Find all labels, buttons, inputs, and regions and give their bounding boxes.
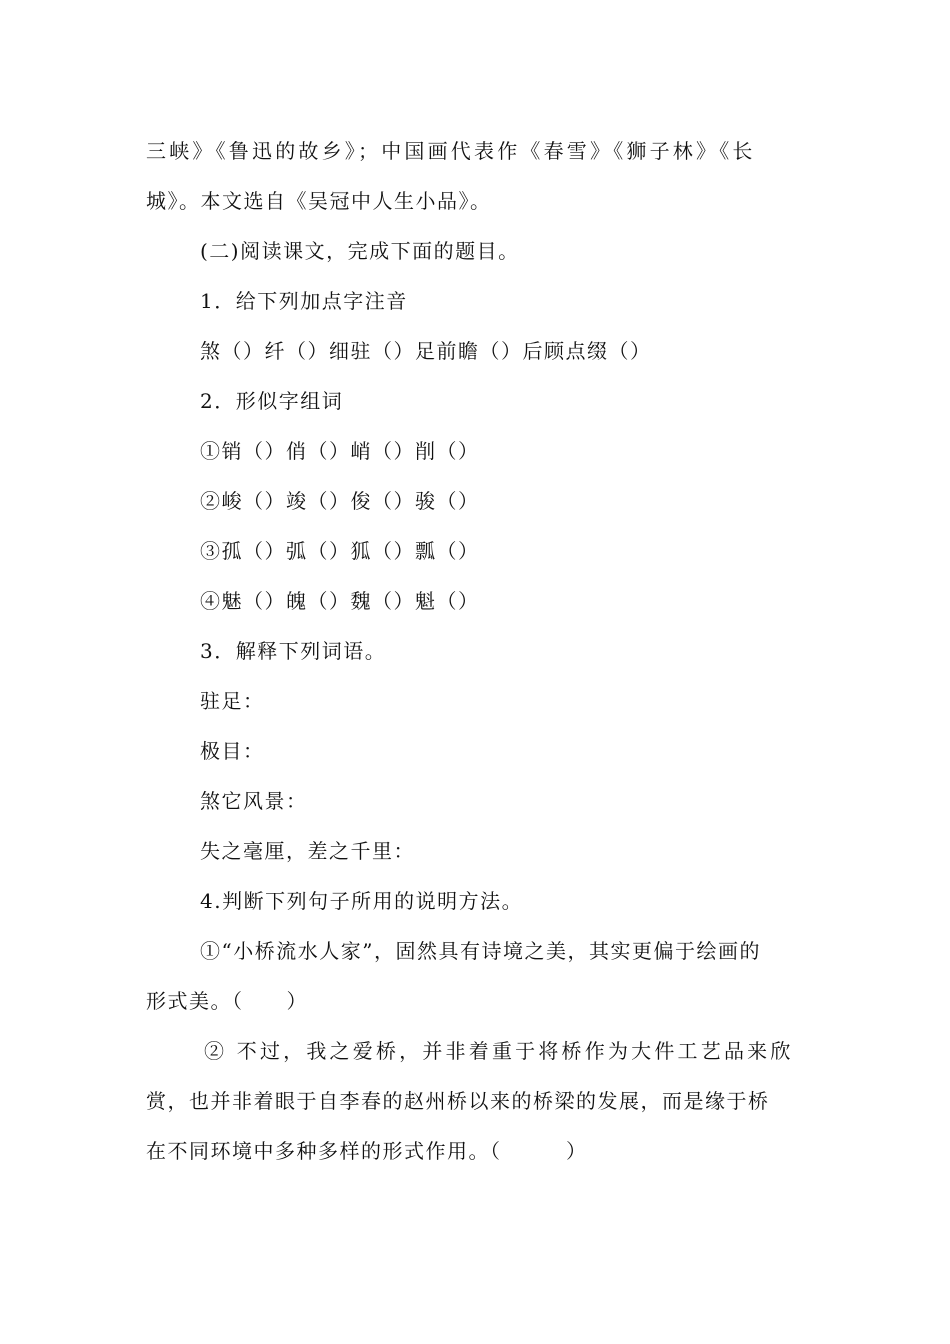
- question-2-row-4: ④魅（）魄（）魏（）魁（）: [200, 589, 480, 613]
- sentence-2-line-2: 赏，也并非着眼于自李春的赵州桥以来的桥梁的发展，而是缘于桥: [146, 1089, 770, 1113]
- question-1-title: 1．给下列加点字注音: [200, 289, 408, 313]
- term-jimu: 极目：: [200, 739, 265, 763]
- question-2-row-3: ③孤（）弧（）狐（）瓢（）: [200, 539, 480, 563]
- question-2-row-1: ①销（）俏（）峭（）削（）: [200, 439, 480, 463]
- question-2-row-2: ②峻（）竣（）俊（）骏（）: [200, 489, 480, 513]
- sentence-1-line-2: 形式美。（ ）: [146, 989, 308, 1013]
- term-zhuzu: 驻足：: [200, 689, 265, 713]
- text-line-2: 城》。本文选自《吴冠中人生小品》。: [146, 189, 492, 213]
- question-4-title: 4.判断下列句子所用的说明方法。: [200, 889, 524, 913]
- question-2-title: 2．形似字组词: [200, 389, 344, 413]
- text-line-1: 三峡》《鲁迅的故乡》；中国画代表作《春雪》《狮子林》《长: [146, 139, 756, 163]
- section-heading: (二)阅读课文，完成下面的题目。: [200, 239, 520, 263]
- term-shizhi-haoli: 失之毫厘，差之千里：: [200, 839, 415, 863]
- term-shata-fengjing: 煞它风景：: [200, 789, 308, 813]
- sentence-1-line-1: ①“小桥流水人家”，固然具有诗境之美，其实更偏于绘画的: [200, 939, 761, 963]
- sentence-2-line-1: ② 不过，我之爱桥，并非着重于将桥作为大件工艺品来欣: [204, 1039, 794, 1063]
- sentence-2-line-3: 在不同环境中多种多样的形式作用。（ ）: [146, 1139, 588, 1163]
- question-3-title: 3．解释下列词语。: [200, 639, 387, 663]
- question-1-items: 煞（）纤（）细驻（）足前瞻（）后顾点缀（）: [200, 339, 652, 363]
